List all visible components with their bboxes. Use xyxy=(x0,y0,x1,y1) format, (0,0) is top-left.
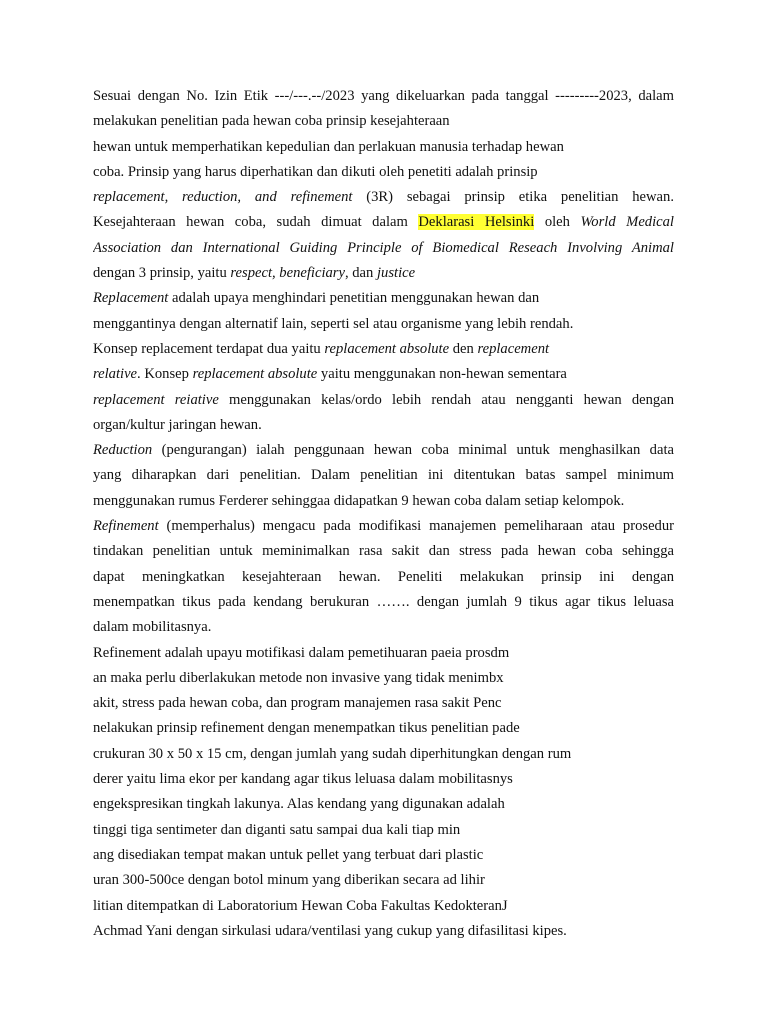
text-line xyxy=(93,693,674,718)
text-line xyxy=(93,643,674,668)
text-line xyxy=(93,465,674,490)
text-line xyxy=(93,617,674,642)
text-run: coba. Prinsip yang harus diperhatikan dan dikuti oleh penetiti adalah prinsip xyxy=(93,163,538,180)
text-line xyxy=(93,744,674,769)
text-run: an maka perlu diberlakukan metode non invasive yang tidak menimbx xyxy=(93,669,504,686)
text-line xyxy=(93,870,674,895)
text-line xyxy=(93,794,674,819)
text-run: uran 300-500ce dengan botol minum yang diberikan secara ad lihir xyxy=(93,872,485,889)
text-line xyxy=(93,896,674,921)
text-line xyxy=(93,567,674,592)
text-line xyxy=(93,187,674,212)
text-run: dengan 3 prinsip, yaitu xyxy=(93,265,231,282)
text-run: den xyxy=(449,340,478,357)
text-run: dalam mobilitasnya. xyxy=(93,619,212,636)
text-run: melakukan penelitian pada hewan coba prinsip kesejahteraan xyxy=(93,113,450,130)
italic-term: relative xyxy=(93,366,138,383)
text-run: tinggi tiga sentimeter dan diganti satu sampai dua kali tiap min xyxy=(93,821,461,838)
text-run: menggunakan kelas/ordo lebih rendah atau nengganti hewan dengan xyxy=(218,391,674,408)
text-run: menggantinya dengan alternatif lain, seperti sel atau organisme yang lebih rendah. xyxy=(93,315,574,332)
text-line xyxy=(93,212,674,237)
text-run: menempatkan tikus pada kendang berukuran ……. dengan jumlah 9 tikus agar tikus leluasa xyxy=(93,593,674,610)
text-run: adalah upaya menghindari penetitian menggunakan hewan dan xyxy=(168,290,540,307)
text-line xyxy=(93,845,674,870)
text-line xyxy=(93,263,674,288)
text-run: (pengurangan) ialah penggunaan hewan coba minimal untuk menghasilkan data xyxy=(152,442,674,459)
text-line xyxy=(93,440,674,465)
text-run: Kesejahteraan hewan coba, sudah dimuat dalam xyxy=(93,214,419,231)
document-body xyxy=(93,86,674,946)
italic-term: Association dan International Guiding Principle of Biomedical Reseach Involving Animal xyxy=(93,239,674,256)
text-line xyxy=(93,415,674,440)
text-line xyxy=(93,592,674,617)
text-run: derer yaitu lima ekor per kandang agar tikus leluasa dalam mobilitasnys xyxy=(93,771,513,788)
text-run: crukuran 30 x 50 x 15 cm, dengan jumlah yang sudah diperhitungkan dengan rum xyxy=(93,745,572,762)
italic-term: replacement xyxy=(477,340,550,357)
text-line xyxy=(93,718,674,743)
italic-term: replacement absolute xyxy=(192,366,318,383)
text-line xyxy=(93,921,674,946)
italic-term: Refinement xyxy=(93,518,159,535)
text-line xyxy=(93,137,674,162)
text-run: ang disediakan tempat makan untuk pellet yang terbuat dari plastic xyxy=(93,846,484,863)
text-run: (memperhalus) mengacu pada modifikasi manajemen pemeliharaan atau prosedur xyxy=(158,518,674,535)
text-run: hewan untuk memperhatikan kepedulian dan perlakuan manusia terhadap hewan xyxy=(93,138,564,155)
text-line xyxy=(93,339,674,364)
italic-term: World Medical xyxy=(580,214,674,231)
text-run: akit, stress pada hewan coba, dan program manajemen rasa sakit Penc xyxy=(93,695,502,712)
text-line xyxy=(93,668,674,693)
text-run: tindakan penelitian untuk meminimalkan rasa sakit dan stress pada hewan coba sehingga xyxy=(93,543,674,560)
text-run: yang diharapkan dari penelitian. Dalam penelitian ini ditentukan batas sampel minimum xyxy=(93,467,674,484)
text-line xyxy=(93,238,674,263)
text-run: nelakukan prinsip refinement dengan menempatkan tikus penelitian pade xyxy=(93,720,520,737)
text-run: Refinement adalah upayu motifikasi dalam pemetihuaran paeia prosdm xyxy=(93,644,510,661)
text-line xyxy=(93,162,674,187)
text-line xyxy=(93,769,674,794)
text-run: Konsep replacement terdapat dua yaitu xyxy=(93,340,325,357)
italic-term: replacement, reduction, and refinement xyxy=(93,189,353,206)
text-line xyxy=(93,820,674,845)
italic-term: Replacement xyxy=(93,290,169,307)
text-line xyxy=(93,491,674,516)
text-run: . Konsep xyxy=(137,366,193,383)
text-run: (3R) sebagai prinsip etika penelitian hewan. xyxy=(352,189,674,206)
text-run: , dan xyxy=(344,265,377,282)
text-line xyxy=(93,86,674,111)
text-run: Sesuai dengan No. Izin Etik ---/---.--/2023 yang dikeluarkan pada tanggal ---------2023, dalam xyxy=(93,88,674,104)
text-run: litian ditempatkan di Laboratorium Hewan Coba Fakultas KedokteranJ xyxy=(93,897,508,914)
italic-term: replacement reiative xyxy=(93,391,219,408)
text-run: organ/kultur jaringan hewan. xyxy=(93,416,262,433)
text-run: oleh xyxy=(534,214,581,231)
text-run: Achmad Yani dengan sirkulasi udara/ventilasi yang cukup yang difasilitasi kipes. xyxy=(93,922,567,939)
text-line xyxy=(93,541,674,566)
italic-term: Reduction xyxy=(93,442,153,459)
text-line xyxy=(93,111,674,136)
text-run: engekspresikan tingkah lakunya. Alas kendang yang digunakan adalah xyxy=(93,796,505,813)
text-line xyxy=(93,314,674,339)
text-run: yaitu menggunakan non-hewan sementara xyxy=(317,366,567,383)
text-run: dapat meningkatkan kesejahteraan hewan. Peneliti melakukan prinsip ini dengan xyxy=(93,568,674,585)
italic-term: justice xyxy=(376,265,416,282)
text-line xyxy=(93,364,674,389)
text-line xyxy=(93,288,674,313)
italic-term: respect, beneficiary xyxy=(230,265,345,282)
italic-term: replacement absolute xyxy=(324,340,450,357)
text-line xyxy=(93,390,674,415)
highlighted-term: Deklarasi Helsinki xyxy=(418,214,535,231)
text-line xyxy=(93,516,674,541)
text-run: menggunakan rumus Ferderer sehinggaa didapatkan 9 hewan coba dalam setiap kelompok. xyxy=(93,492,625,509)
